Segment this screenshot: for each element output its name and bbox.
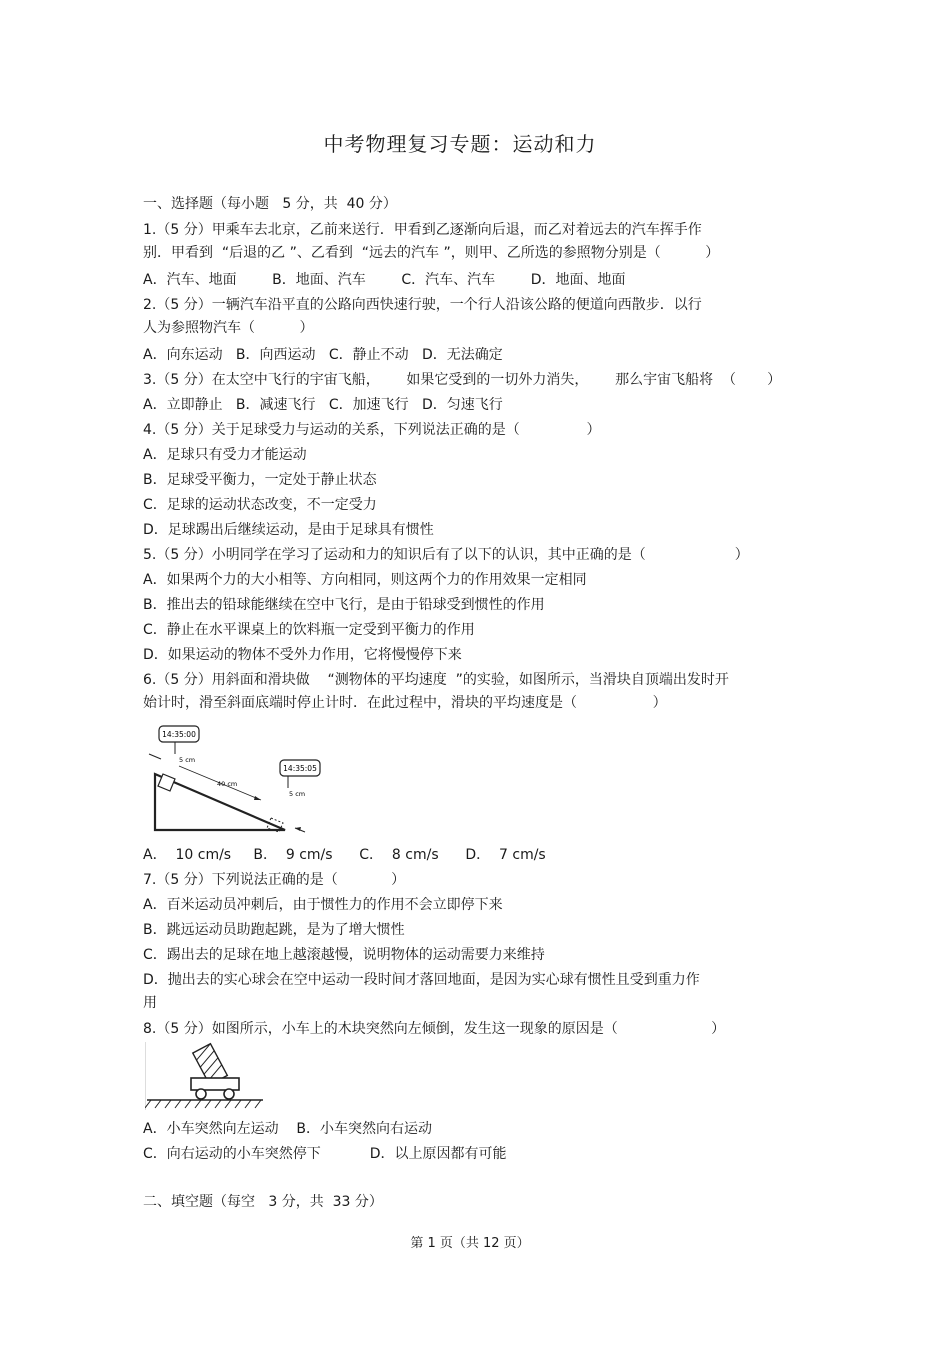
q6-stem-line-2: 始计时，滑至斜面底端时停止计时．在此过程中，滑块的平均速度是（ ） [143, 695, 667, 711]
q6-options: A． 10 cm/s B． 9 cm/s C． 8 cm/s D． 7 cm/s [143, 847, 546, 863]
q1-stem-line-2: 别．甲看到 “后退的乙 ”、乙看到 “远去的汽车 ”，则甲、乙所选的参照物分别是（ ） [143, 245, 720, 261]
q4-option-d: D．足球踢出后继续运动，是由于足球具有惯性 [143, 522, 434, 538]
q5-stem: 5.（5 分）小明同学在学习了运动和力的知识后有了以下的认识，其中正确的是（ ） [143, 547, 749, 563]
q4-option-b: B．足球受平衡力，一定处于静止状态 [143, 472, 377, 488]
q7-option-b: B．跳远运动员助跑起跳，是为了增大惯性 [143, 922, 405, 938]
q7-stem: 7.（5 分）下列说法正确的是（ ） [143, 872, 406, 888]
q3-stem: 3.（5 分）在太空中飞行的宇宙飞船， 如果它受到的一切外力消失， 那么宇宙飞船将 （ ） [143, 372, 782, 388]
cart-wheel-left [196, 1089, 206, 1099]
document-title: 中考物理复习专题：运动和力 [323, 132, 597, 156]
q7-option-a: A．百米运动员冲刺后，由于惯性力的作用不会立即停下来 [143, 897, 503, 913]
q8-options-line-1: A．小车突然向左运动 B．小车突然向右运动 [143, 1121, 432, 1137]
q1-options: A．汽车、地面 B．地面、汽车 C．汽车、汽车 D．地面、地面 [143, 272, 626, 288]
q5-option-b: B．推出去的铅球能继续在空中飞行，是由于铅球受到惯性的作用 [143, 597, 545, 613]
q5-option-a: A．如果两个力的大小相等、方向相同，则这两个力的作用效果一定相同 [143, 572, 587, 588]
q8-stem: 8.（5 分）如图所示，小车上的木块突然向左倾倒，发生这一现象的原因是（ ） [143, 1021, 726, 1037]
ground-hatching [145, 1100, 261, 1108]
section-heading-fill-in: 二、填空题（每空 3 分，共 33 分） [143, 1194, 383, 1210]
q6-stem-line-1: 6.（5 分）用斜面和滑块做 “测物体的平均速度 ”的实验，如图所示，当滑块自顶端出发时开 [143, 672, 729, 688]
q7-option-d-line-2: 用 [143, 995, 157, 1011]
q2-options: A．向东运动 B．向西运动 C．静止不动 D．无法确定 [143, 347, 503, 363]
section-heading-choice: 一、选择题（每小题 5 分，共 40 分） [143, 196, 397, 212]
q5-option-d: D．如果运动的物体不受外力作用，它将慢慢停下来 [143, 647, 462, 663]
q4-option-c: C．足球的运动状态改变，不一定受力 [143, 497, 377, 513]
q1-stem-line-1: 1.（5 分）甲乘车去北京，乙前来送行．甲看到乙逐渐向后退，而乙对着远去的汽车挥手作 [143, 222, 702, 238]
q3-options: A．立即静止 B．减速飞行 C．加速飞行 D．匀速飞行 [143, 397, 503, 413]
q5-option-c: C．静止在水平课桌上的饮料瓶一定受到平衡力的作用 [143, 622, 475, 638]
end-clock-label: 14:35:05 [283, 764, 317, 773]
length-label-top: 5 cm [179, 756, 196, 764]
q4-stem: 4.（5 分）关于足球受力与运动的关系，下列说法正确的是（ ） [143, 422, 601, 438]
page-footer: 第 1 页（共 12 页） [410, 1236, 530, 1251]
q2-stem-line-1: 2.（5 分）一辆汽车沿平直的公路向西快速行驶，一个行人沿该公路的便道向西散步．以行 [143, 297, 702, 313]
q4-option-a: A．足球只有受力才能运动 [143, 447, 307, 463]
length-label-travel: 40 cm [217, 780, 238, 788]
length-label-bottom: 5 cm [289, 790, 306, 798]
start-clock-label: 14:35:00 [162, 730, 196, 739]
cart-body [191, 1078, 239, 1090]
cart-block-figure [145, 1042, 265, 1110]
q2-stem-line-2: 人为参照物汽车（ ） [143, 320, 314, 336]
q7-option-d-line-1: D．抛出去的实心球会在空中运动一段时间才落回地面，是因为实心球有惯性且受到重力作 [143, 972, 700, 988]
incline-slider-figure [145, 722, 325, 834]
q8-options-line-2: C．向右运动的小车突然停下 D．以上原因都有可能 [143, 1146, 507, 1162]
q7-option-c: C．踢出去的足球在地上越滚越慢，说明物体的运动需要力来维持 [143, 947, 545, 963]
cart-wheel-right [224, 1089, 234, 1099]
